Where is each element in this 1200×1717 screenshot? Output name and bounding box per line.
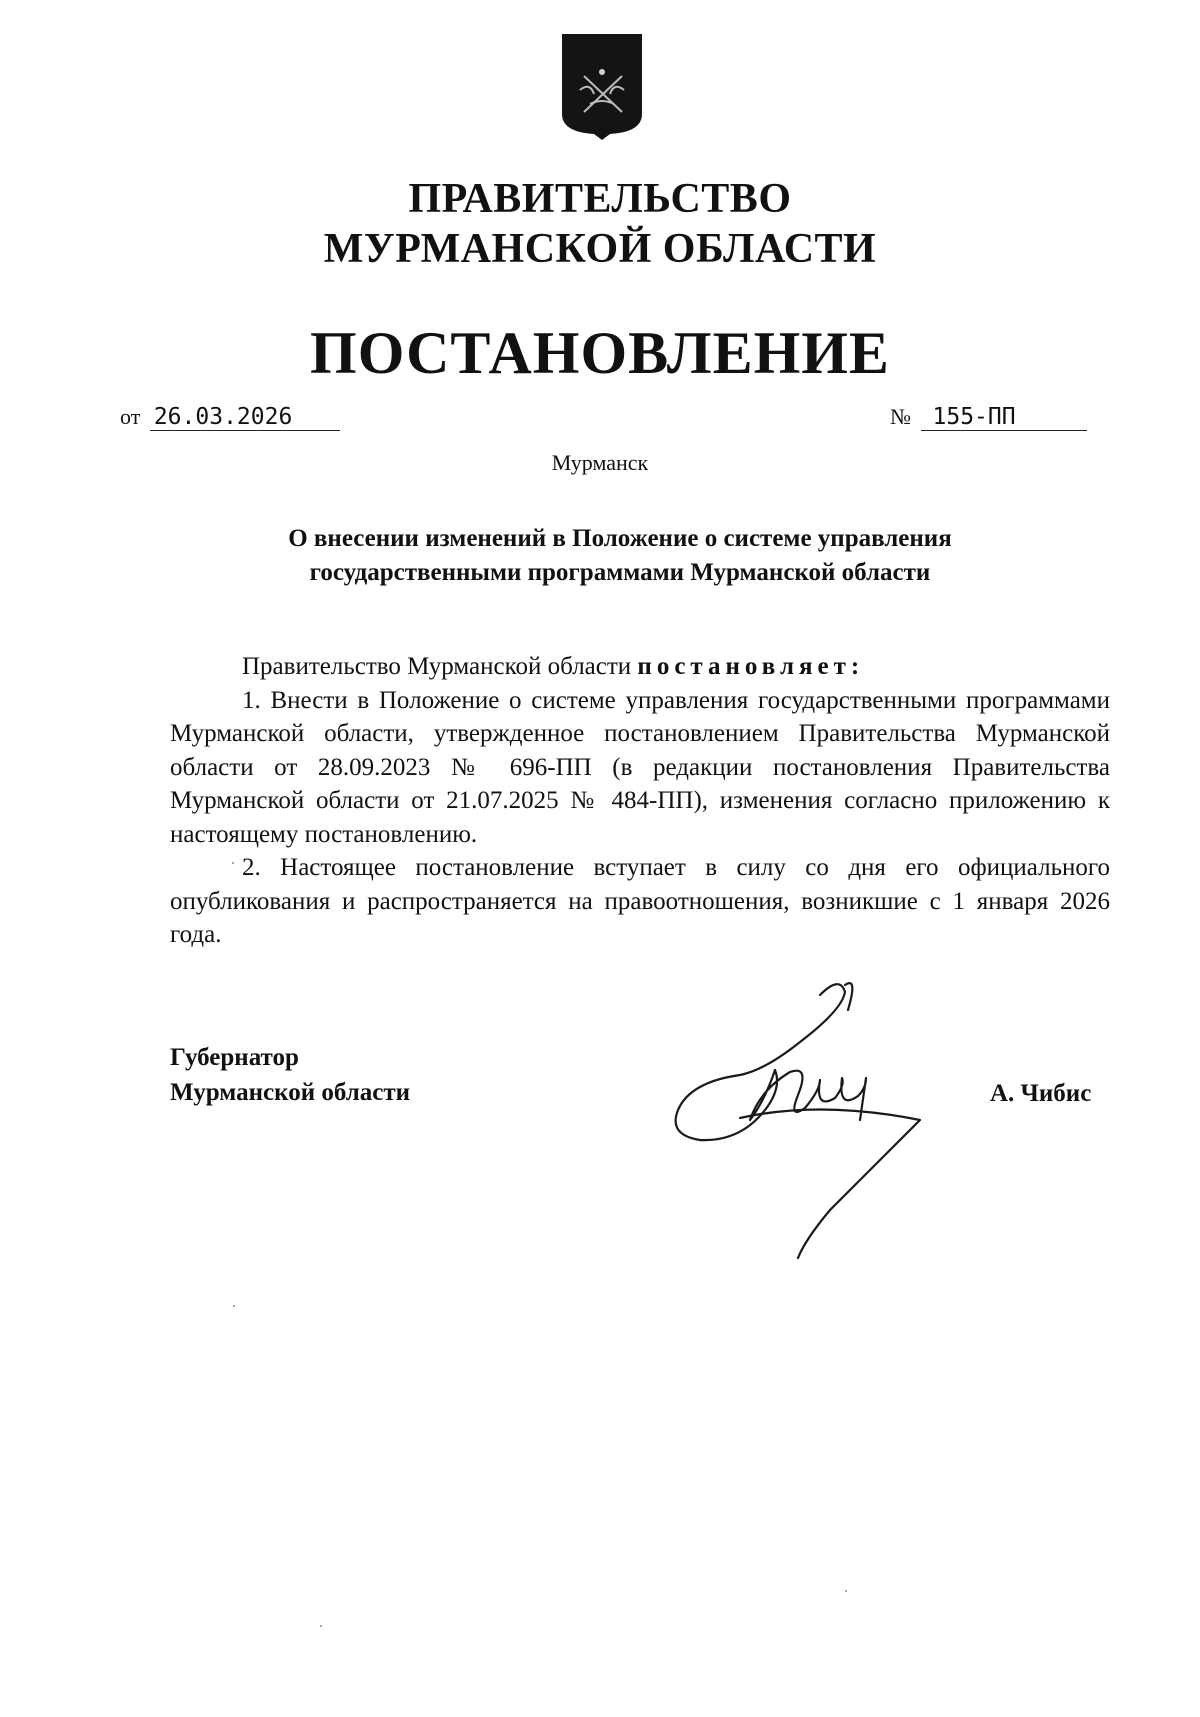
scan-speck	[845, 1590, 847, 1592]
intro-paragraph	[170, 650, 1110, 684]
document-subject	[240, 522, 1000, 590]
org-name-line1: ПРАВИТЕЛЬСТВО	[408, 176, 792, 222]
document-date-row	[120, 402, 340, 432]
intro-resolves: постановляет:	[637, 653, 865, 680]
document-date: 26.03.2026	[150, 404, 340, 431]
document-number-row	[890, 402, 1087, 432]
org-name-line2: МУРМАНСКОЙ ОБЛАСТИ	[323, 226, 877, 272]
scan-speck	[320, 1625, 322, 1627]
number-prefix: №	[890, 404, 911, 429]
paragraph-1: 1. Внести в Положение о системе управления государственными программами Мурманской области, утвержденное постановлением Правительства Мурманской области от 28.09.2023 № 696-ПП (в редакции постановления Правительства Мурманской области от 21.07.2025 № 484-ПП), изменения согласно приложению к настоящему постановлению.	[170, 686, 1110, 848]
subject-line1: О внесении изменений в Положение о системе управления	[288, 525, 952, 552]
document-city: Мурманск	[551, 450, 649, 475]
signer-position	[170, 1040, 410, 1110]
coat-of-arms-icon	[560, 32, 644, 142]
subject-line2: государственными программами Мурманской области	[309, 559, 931, 586]
scan-speck	[233, 1305, 235, 1307]
date-prefix: от	[120, 404, 141, 429]
signer-name: А. Чибис	[990, 1080, 1092, 1107]
scan-speck	[232, 862, 234, 864]
signer-position-line2: Мурманской области	[170, 1079, 411, 1106]
handwritten-signature	[670, 970, 970, 1270]
intro-text: Правительство Мурманской области	[242, 653, 638, 680]
document-number: 155-ПП	[921, 404, 1087, 431]
signer-position-line1: Губернатор	[170, 1044, 299, 1071]
document-type-title: ПОСТАНОВЛЕНИЕ	[310, 320, 890, 386]
document-body	[170, 650, 1110, 952]
paragraph-2: 2. Настоящее постановление вступает в силу со дня его официального опубликования и распространяется на правоотношения, возникшие с 1 января 2026 года.	[170, 854, 1110, 948]
